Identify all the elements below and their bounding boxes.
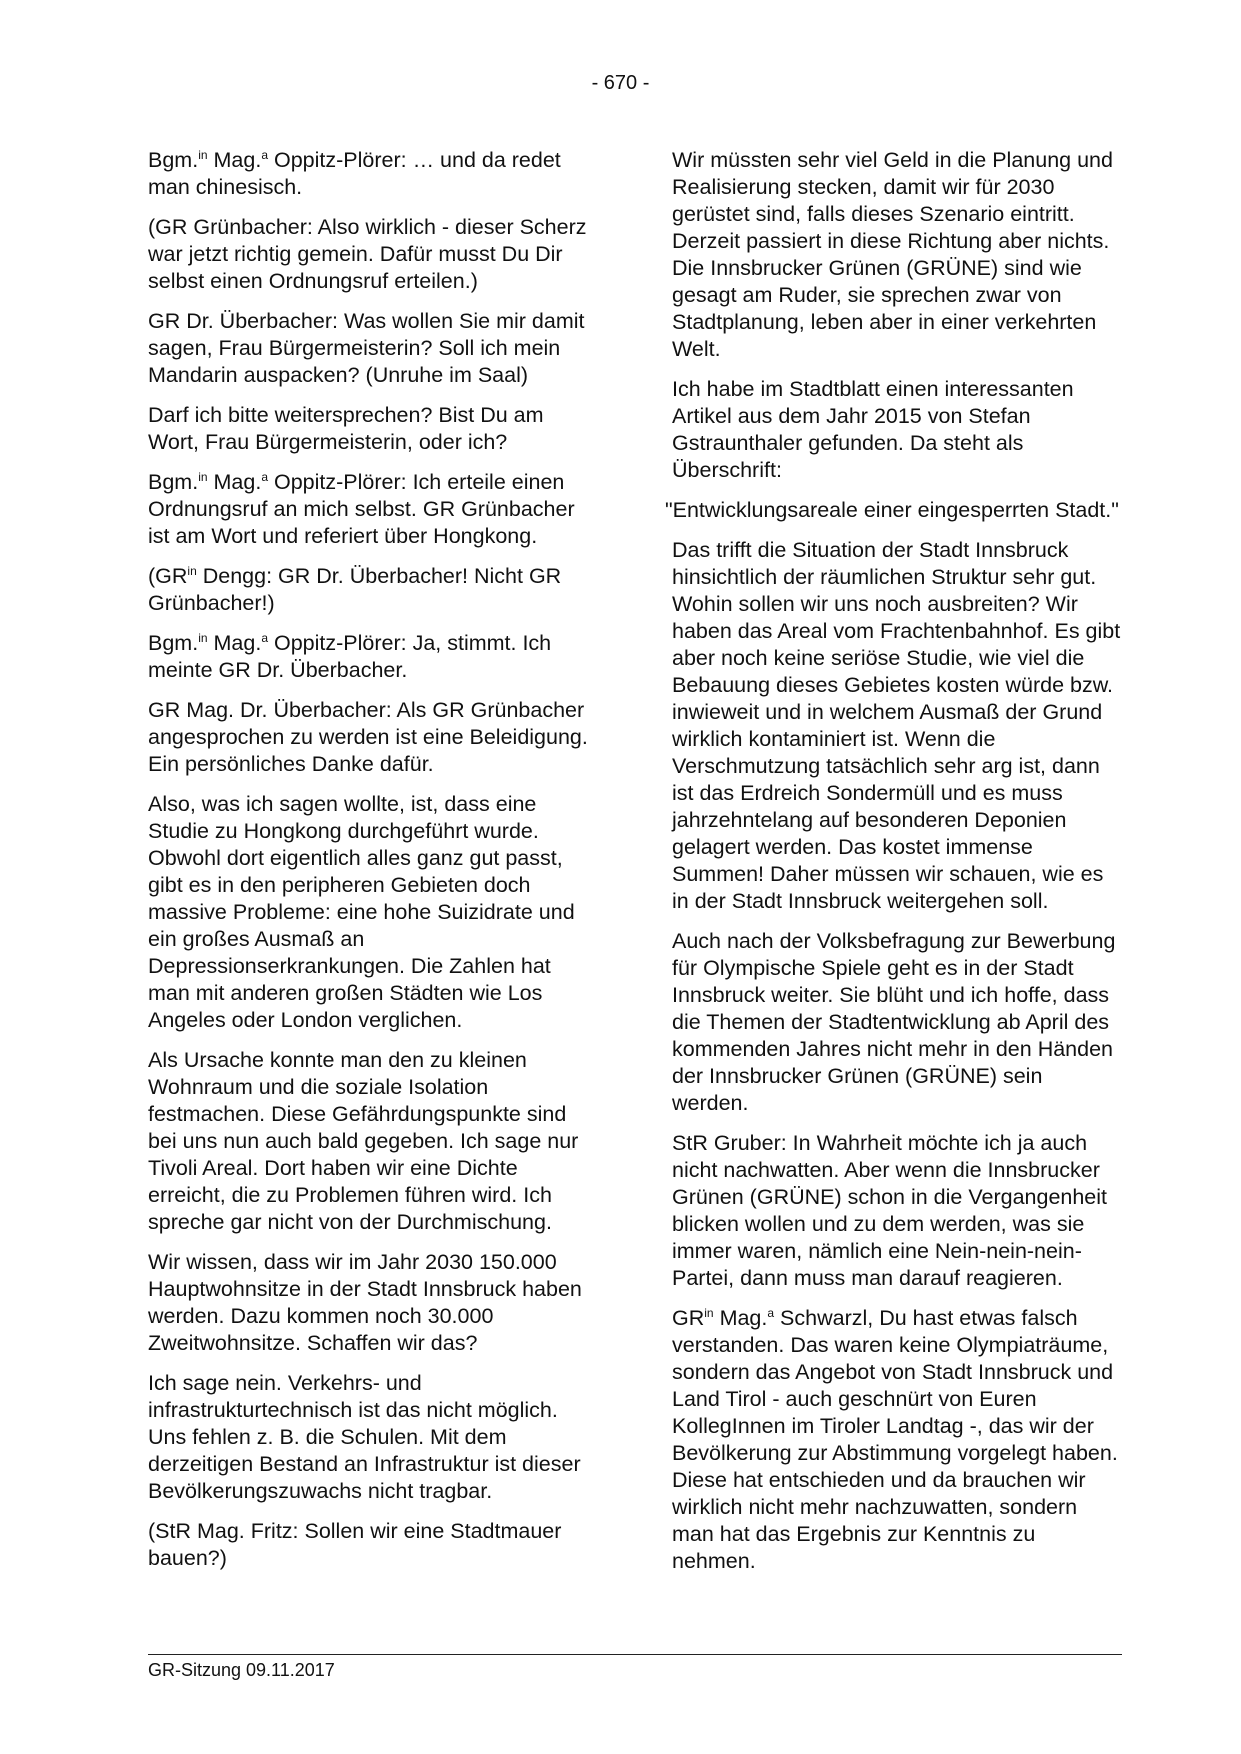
paragraph: Also, was ich sagen wollte, ist, dass eine Studie zu Hongkong durchgeführt wurde. Obwohl dort eigentlich alles ganz gut passt, gibt es in den peripheren Gebieten doch massive Probleme: eine hohe Suizidrate und ein großes Ausmaß an Depressionserkrankungen. Die Zahlen hat man mit anderen großen Städten wie Los Angeles oder London verglichen. (148, 792, 575, 1032)
paragraph: (GR Grünbacher: Also wirklich - dieser Scherz war jetzt richtig gemein. Dafür musst Du Dir selbst einen Ordnungsruf erteilen.) (148, 215, 587, 293)
paragraph: GR Mag. Dr. Überbacher: Als GR Grünbacher angesprochen zu werden ist eine Beleidigung. Ein persönliches Danke dafür. (148, 698, 588, 776)
footer-label: GR-Sitzung 09.11.2017 (148, 1660, 335, 1680)
paragraph: Bgm.$^{in}$ Mag.$^a$ Oppitz-Plörer: Ja, stimmt. Ich meinte GR Dr. Überbacher. (148, 630, 552, 682)
page-number: - 670 - (591, 72, 650, 94)
paragraph: (StR Mag. Fritz: Sollen wir eine Stadtmauer bauen?) (148, 1519, 562, 1570)
footer-divider (148, 1654, 1122, 1655)
paragraph: Als Ursache konnte man den zu kleinen Wohnraum und die soziale Isolation festmachen. Diese Gefährdungspunkte sind bei uns nun auch bald gegeben. Ich sage nur Tivoli Areal. Dort haben wir eine Dichte erreicht, die zu Problemen führen wird. Ich spreche gar nicht von der Durchmischung. (148, 1048, 579, 1234)
paragraph: ($GR^{in}$ Dengg: GR Dr. Überbacher! Nicht GR Grünbacher!) (148, 563, 562, 615)
paragraph: StR Gruber: In Wahrheit möchte ich ja auch nicht nachwatten. Aber wenn die Innsbrucker Grünen (GRÜNE) schon in die Vergangenheit blicken wollen und zu dem werden, was sie immer waren, nämlich eine Nein-nein-nein-Partei, dann muss man darauf reagieren. (672, 1131, 1108, 1290)
paragraph: Wir wissen, dass wir im Jahr 2030 150.000 Hauptwohnsitze in der Stadt Innsbruck haben werden. Dazu kommen noch 30.000 Zweitwohnsitze. Schaffen wir das? (148, 1250, 582, 1355)
paragraph: Darf ich bitte weitersprechen? Bist Du am Wort, Frau Bürgermeisterin, oder ich? (148, 403, 544, 454)
paragraph: Wir müssten sehr viel Geld in die Planung und Realisierung stecken, damit wir für 2030 gerüstet sind, falls dieses Szenario eintritt. Derzeit passiert in diese Richtung aber nichts. Die Innsbrucker Grünen (GRÜNE) sind wie gesagt am Ruder, sie sprechen zwar von Stadtplanung, leben aber in einer verkehrten Welt. (672, 148, 1113, 361)
paragraph: Das trifft die Situation der Stadt Innsbruck hinsichtlich der räumlichen Struktur sehr gut. Wohin sollen wir uns noch ausbreiten? Wir haben das Areal vom Frachtenbahnhof. Es gibt aber noch keine seriöse Studie, wie viel die Bebauung dieses Gebietes kosten würde bzw. inwieweit und in welchem Ausmaß der Grund wirklich kontaminiert ist. Wenn die Verschmutzung tatsächlich sehr arg ist, dann ist das Erdreich Sondermüll und es muss jahrzehntelang auf besonderen Deponien gelagert werden. Das kostet immense Summen! Daher müssen wir schauen, wie es in der Stadt Innsbruck weitergehen soll. (672, 538, 1121, 913)
paragraph: GR Dr. Überbacher: Was wollen Sie mir damit sagen, Frau Bürgermeisterin? Soll ich mein Mandarin auspacken? (Unruhe im Saal) (148, 309, 585, 387)
quote: "Entwicklungsareale einer eingesperrten Stadt." (665, 498, 1119, 522)
paragraph: $GR^{in}$ Mag.$^a$ Schwarzl, Du hast etwas falsch verstanden. Das waren keine Olympiaträume, sondern das Angebot von Stadt Innsbruck und Land Tirol - auch geschnürt von Euren KollegInnen im Tiroler Landtag -, das wir der Bevölkerung zur Abstimmung vorgelegt haben. Diese hat entschieden und da brauchen wir wirklich nicht mehr nachzuwatten, sondern man hat das Ergebnis zur Kenntnis zu nehmen. (672, 1305, 1118, 1573)
left-column (148, 147, 593, 1585)
right-column (665, 147, 1122, 1588)
paragraph: Ich sage nein. Verkehrs- und infrastrukturtechnisch ist das nicht möglich. Uns fehlen z. B. die Schulen. Mit dem derzeitigen Bestand an Infrastruktur ist dieser Bevölkerungszuwachs nicht tragbar. (148, 1371, 581, 1503)
paragraph: Auch nach der Volksbefragung zur Bewerbung für Olympische Spiele geht es in der Stadt Innsbruck weiter. Sie blüht und ich hoffe, dass die Themen der Stadtentwicklung ab April des kommenden Jahres nicht mehr in den Händen der Innsbrucker Grünen (GRÜNE) sein werden. (672, 929, 1116, 1115)
paragraph: Bgm.$^{in}$ Mag.$^a$ Oppitz-Plörer: Ich erteile einen Ordnungsruf an mich selbst. GR Grünbacher ist am Wort und referiert über Hongkong. (148, 469, 575, 548)
paragraph: Ich habe im Stadtblatt einen interessanten Artikel aus dem Jahr 2015 von Stefan Gstraunthaler gefunden. Da steht als Überschrift: (672, 377, 1074, 482)
paragraph: Bgm.$^{in}$ Mag.$^a$ Oppitz-Plörer: … und da redet man chinesisch. (148, 147, 561, 199)
